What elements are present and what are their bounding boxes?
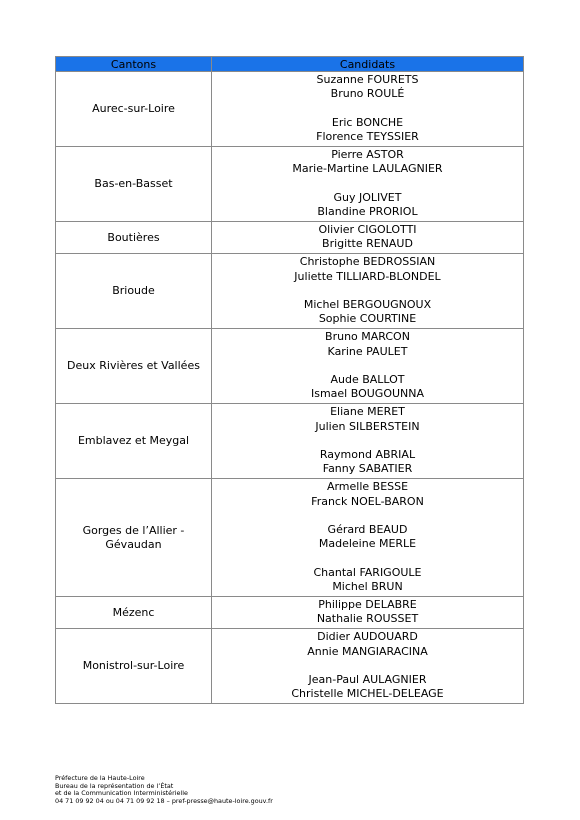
table-body: [56, 72, 524, 704]
canton-name: Deux Rivières et Vallées: [56, 329, 212, 404]
table-row: [56, 479, 524, 597]
candidate-name: Sophie COURTINE: [318, 312, 417, 326]
candidate-name: Armelle BESSE: [326, 480, 409, 494]
pair-spacer: [212, 284, 523, 298]
candidate-name: Jean-Paul AULAGNIER: [308, 673, 427, 686]
table-row: [56, 222, 524, 254]
footer-prefecture: Préfecture de la Haute-Loire: [55, 774, 145, 782]
table-header-row: [56, 57, 524, 72]
candidate-name: Raymond ABRIAL: [319, 448, 416, 461]
candidates-cell: [212, 254, 524, 329]
candidates-cell: [212, 222, 524, 254]
canton-name: Monistrol-sur-Loire: [56, 629, 212, 704]
footer-communication: et de la Communication Interministérielle: [55, 789, 188, 798]
candidates-cell: [212, 329, 524, 404]
pair-spacer: [212, 101, 523, 115]
pair-spacer: [212, 434, 523, 448]
candidates-cell: [212, 597, 524, 629]
pair-spacer: [212, 176, 523, 190]
candidate-name: Gérard BEAUD: [327, 523, 408, 536]
footer-contact: 04 71 09 92 04 ou 04 71 09 92 18 – pref-presse@haute-loire.gouv.fr: [55, 797, 273, 806]
candidate-name: Marie-Martine LAULAGNIER: [292, 162, 443, 176]
pair-spacer: [212, 509, 523, 523]
header-cantons: Cantons: [56, 57, 212, 72]
candidate-name: Aude BALLOT: [330, 373, 405, 386]
candidates-cell: [212, 72, 524, 147]
pair-spacer: [212, 551, 523, 565]
candidate-name: Annie MANGIARACINA: [307, 644, 428, 658]
candidate-name: Suzanne FOURETS: [316, 73, 419, 86]
candidate-name: Ismael BOUGOUNNA: [310, 387, 425, 401]
candidate-name: Florence TEYSSIER: [316, 129, 419, 143]
candidates-table: [55, 56, 524, 704]
candidate-name: Michel BERGOUGNOUX: [303, 298, 432, 311]
candidates-cell: [212, 404, 524, 479]
canton-name: Mézenc: [56, 597, 212, 629]
candidate-name: Julien SILBERSTEIN: [315, 419, 420, 433]
candidates-cell: [212, 629, 524, 704]
candidate-name: Eliane MERET: [330, 405, 405, 419]
table-row: [56, 597, 524, 629]
candidate-name: Philippe DELABRE: [318, 598, 417, 611]
candidate-name: Pierre ASTOR: [331, 148, 404, 161]
canton-name: Aurec-sur-Loire: [56, 72, 212, 147]
table-row: [56, 254, 524, 329]
candidate-name: Eric BONCHE: [331, 115, 404, 129]
candidate-name: Fanny SABATIER: [322, 462, 413, 476]
table-row: [56, 147, 524, 222]
table-row: [56, 404, 524, 479]
candidate-name: Guy JOLIVET: [333, 190, 402, 204]
candidate-name: Didier AUDOUARD: [317, 630, 418, 644]
table-row: [56, 72, 524, 147]
header-candidats: Candidats: [212, 57, 524, 72]
candidate-name: Brigitte RENAUD: [322, 237, 413, 251]
candidate-name: Blandine PRORIOL: [317, 204, 418, 218]
candidate-name: Christophe BEDROSSIAN: [299, 255, 436, 269]
candidates-cell: [212, 147, 524, 222]
candidate-name: Olivier CIGOLOTTI: [318, 223, 417, 236]
pair-spacer: [212, 359, 523, 373]
candidates-cell: [212, 479, 524, 597]
candidate-name: Michel BRUN: [332, 579, 403, 593]
pair-spacer: [212, 659, 523, 673]
canton-name: Brioude: [56, 254, 212, 329]
candidate-name: Franck NOEL-BARON: [311, 494, 424, 508]
candidate-name: Nathalie ROUSSET: [316, 612, 419, 626]
canton-name: Gorges de l’Allier - Gévaudan: [56, 479, 212, 597]
candidate-name: Bruno MARCON: [325, 330, 410, 344]
candidate-name: Christelle MICHEL-DELEAGE: [291, 687, 444, 701]
canton-name: Emblavez et Meygal: [56, 404, 212, 479]
candidate-name: Bruno ROULÉ: [330, 87, 405, 101]
candidate-name: Madeleine MERLE: [318, 537, 417, 551]
footer: [55, 775, 273, 806]
candidate-name: Juliette TILLIARD-BLONDEL: [294, 269, 441, 283]
candidate-name: Karine PAULET: [327, 344, 408, 358]
footer-bureau: Bureau de la représentation de l’État: [55, 781, 174, 790]
canton-name: Boutières: [56, 222, 212, 254]
canton-name: Bas-en-Basset: [56, 147, 212, 222]
candidate-name: Chantal FARIGOULE: [313, 565, 422, 579]
table-row: [56, 629, 524, 704]
table-row: [56, 329, 524, 404]
